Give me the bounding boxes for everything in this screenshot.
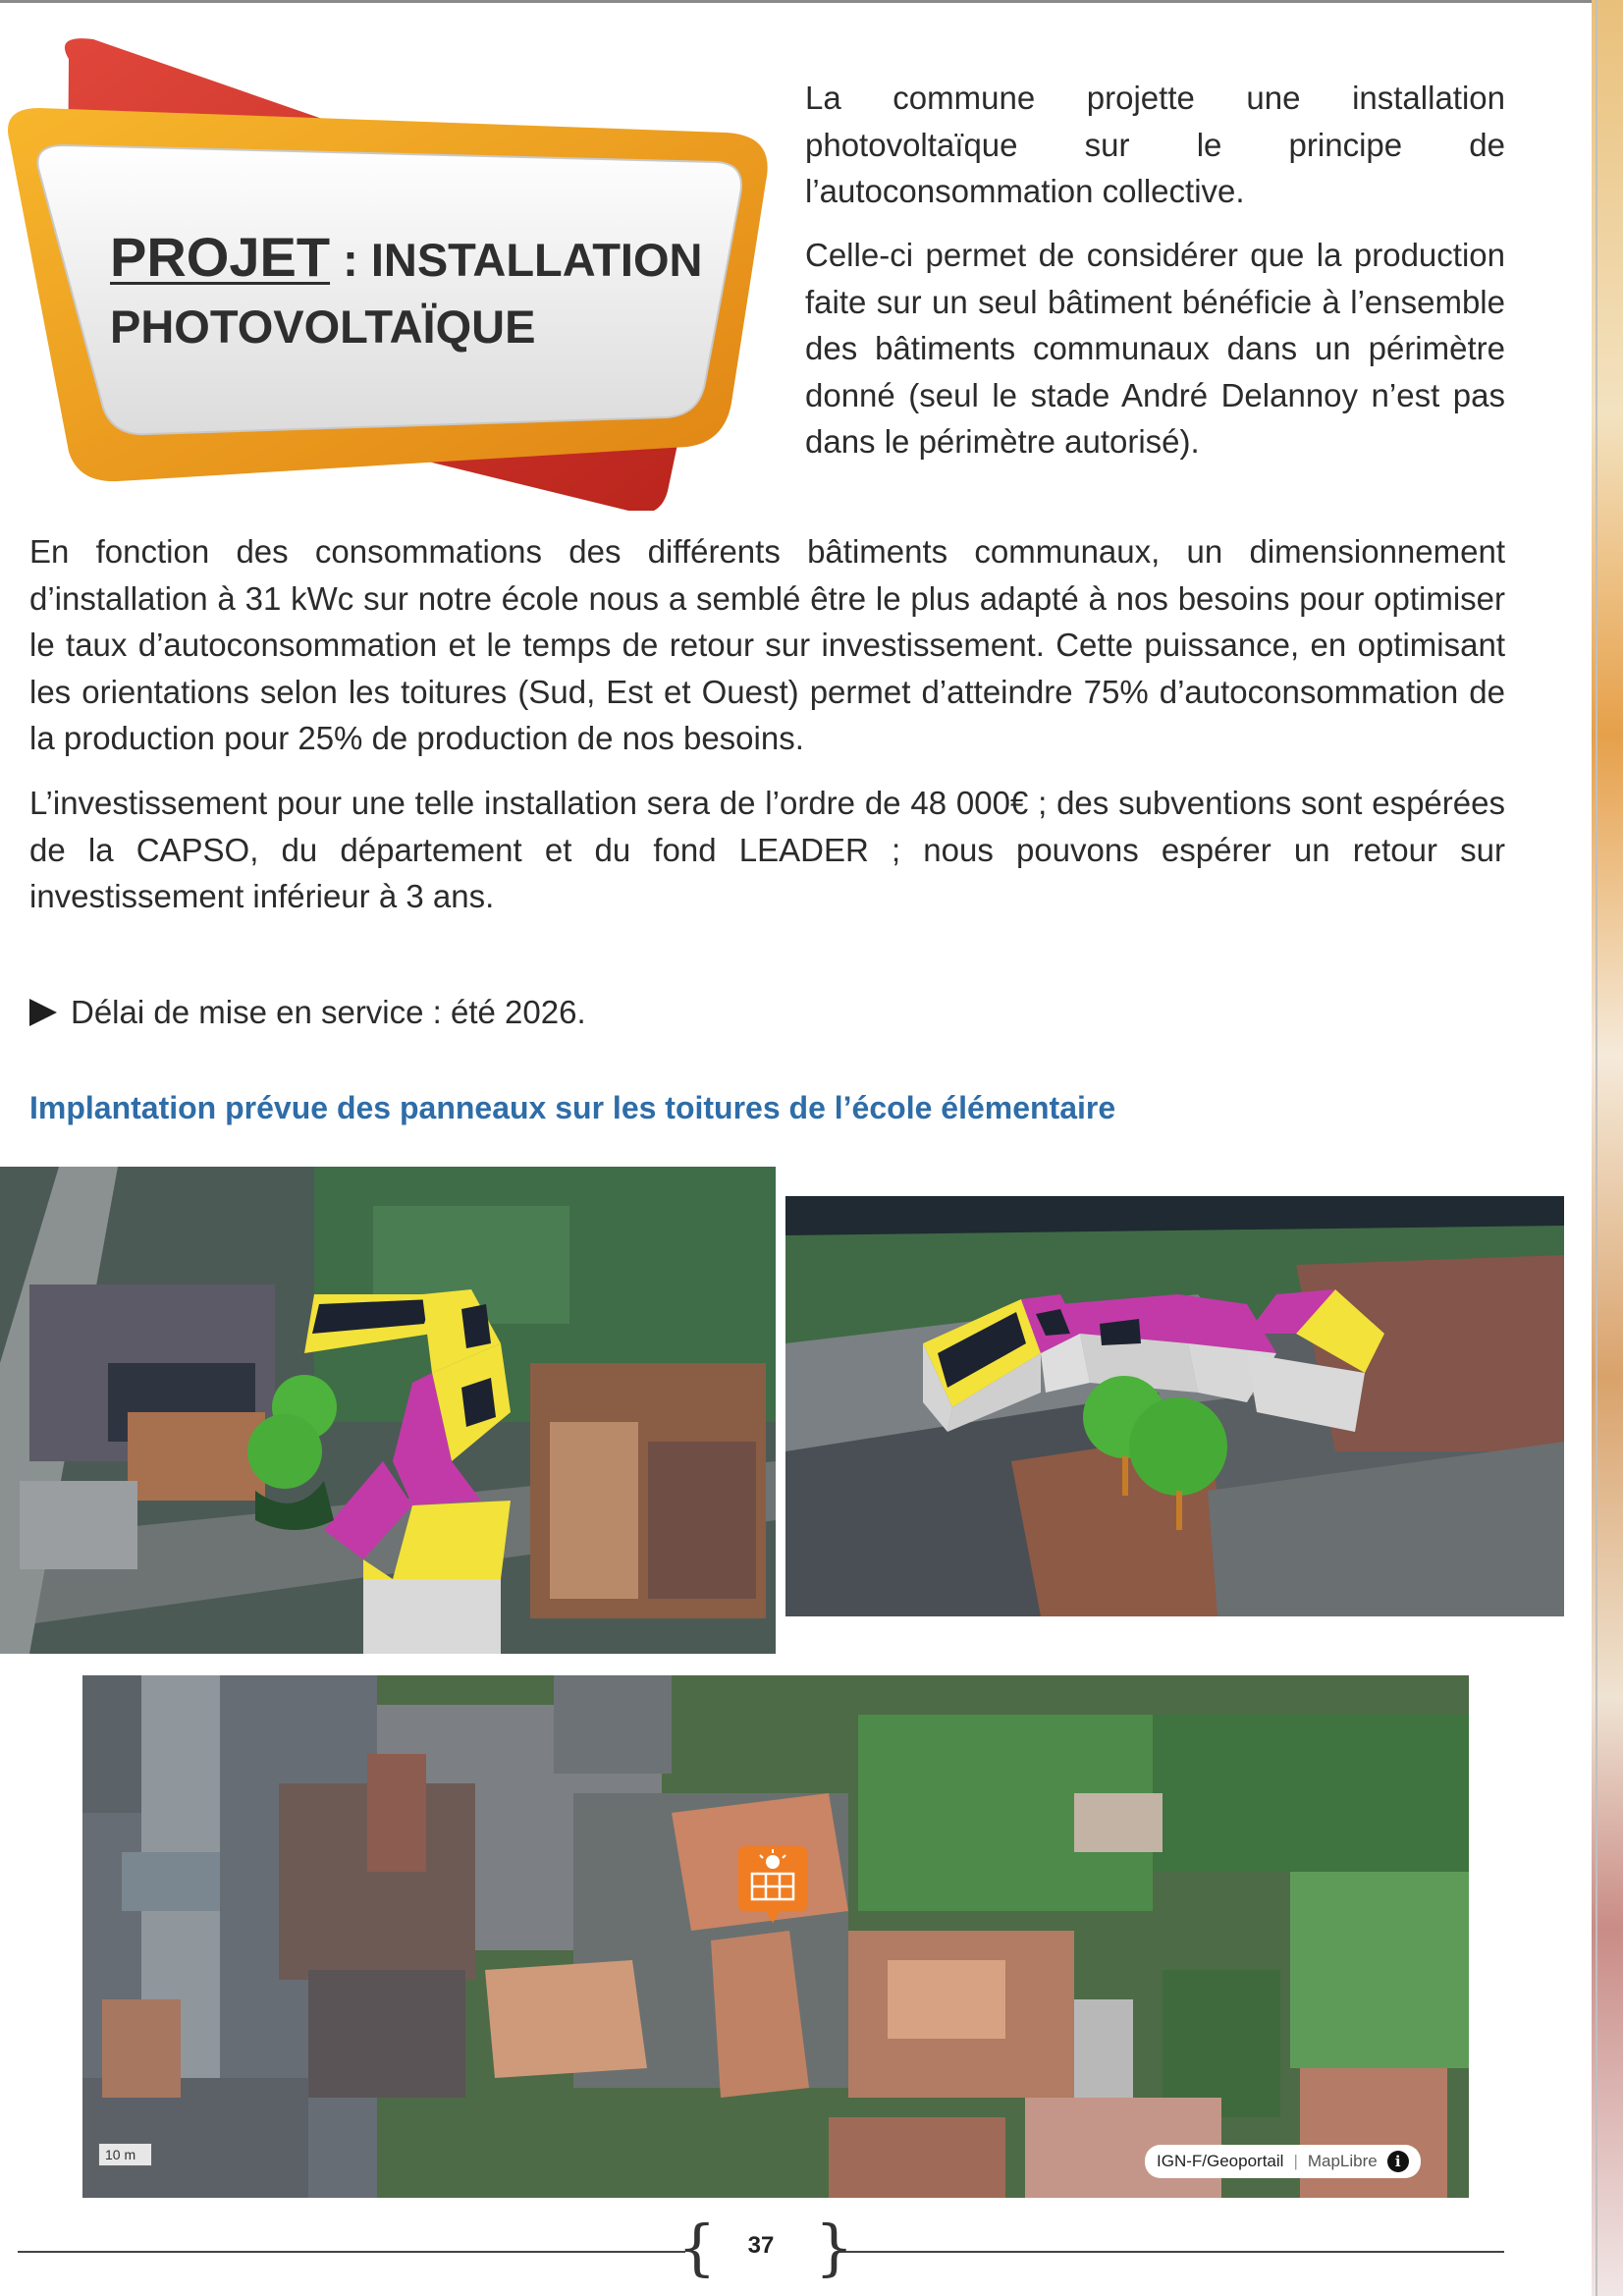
aerial-view-left-image bbox=[0, 1167, 776, 1654]
body-paragraph-investment: L’investissement pour une telle installation sera de l’ordre de 48 000€ ; des subventions sont espérées de la CAPSO, du département et du fond LEADER ; nous pouvons espérer un retour sur investissement inférieur à 3 ans. bbox=[29, 785, 1505, 914]
map-scale-bar: 10 m bbox=[98, 2143, 152, 2166]
page-number: 37 bbox=[747, 2232, 775, 2259]
footer-rule-right bbox=[837, 2251, 1504, 2253]
solar-panel-icon[interactable] bbox=[738, 1846, 807, 1925]
section-heading: Implantation prévue des panneaux sur les toitures de l’école élémentaire bbox=[29, 1090, 1116, 1125]
title-installation: : INSTALLATION bbox=[330, 234, 703, 286]
commissioning-text: Délai de mise en service : été 2026. bbox=[71, 994, 586, 1030]
commissioning-bullet bbox=[29, 994, 586, 1031]
intro-paragraph-1: La commune projette une installation photovoltaïque sur le principe de l’autoconsommation collective. bbox=[805, 80, 1505, 209]
aerial-view-right-image bbox=[785, 1196, 1564, 1616]
page-edge-strip bbox=[1592, 0, 1623, 2296]
attribution-source[interactable]: IGN-F/Geoportail bbox=[1157, 2152, 1284, 2170]
top-rule bbox=[0, 0, 1623, 3]
info-icon[interactable]: i bbox=[1387, 2151, 1409, 2172]
title-projet: PROJET bbox=[110, 226, 331, 288]
footer-rule-left bbox=[18, 2251, 685, 2253]
map-attribution bbox=[1145, 2145, 1421, 2178]
attribution-engine[interactable]: MapLibre bbox=[1307, 2152, 1378, 2170]
footer-brace-right: } bbox=[815, 2212, 854, 2283]
title-photovoltaique: PHOTOVOLTAÏQUE bbox=[110, 301, 536, 354]
satellite-map-image[interactable] bbox=[82, 1675, 1469, 2198]
body-paragraph-dimensioning: En fonction des consommations des différents bâtiments communaux, un dimensionnement d’installation à 31 kWc sur notre école nous a semblé être le plus adapté à nos besoins pour optimiser le taux d’autoconsommation et le temps de retour sur investissement. Cette puissance, en optimisant les orientations selon les toitures (Sud, Est et Ouest) permet d’atteindre 75% d’autoconsommation de la production pour 25% de production de nos besoins. bbox=[29, 533, 1505, 756]
page-title bbox=[110, 226, 738, 354]
intro-paragraph-2: Celle-ci permet de considérer que la production faite sur un seul bâtiment bénéficie à l’ensemble des bâtiments communaux dans un périmètre donné (seul le stade André Delannoy n’est pas dans le périmètre autorisé). bbox=[805, 237, 1505, 460]
attribution-separator: | bbox=[1293, 2152, 1298, 2170]
footer-brace-left: { bbox=[677, 2212, 717, 2283]
bullet-triangle-icon bbox=[29, 999, 57, 1026]
